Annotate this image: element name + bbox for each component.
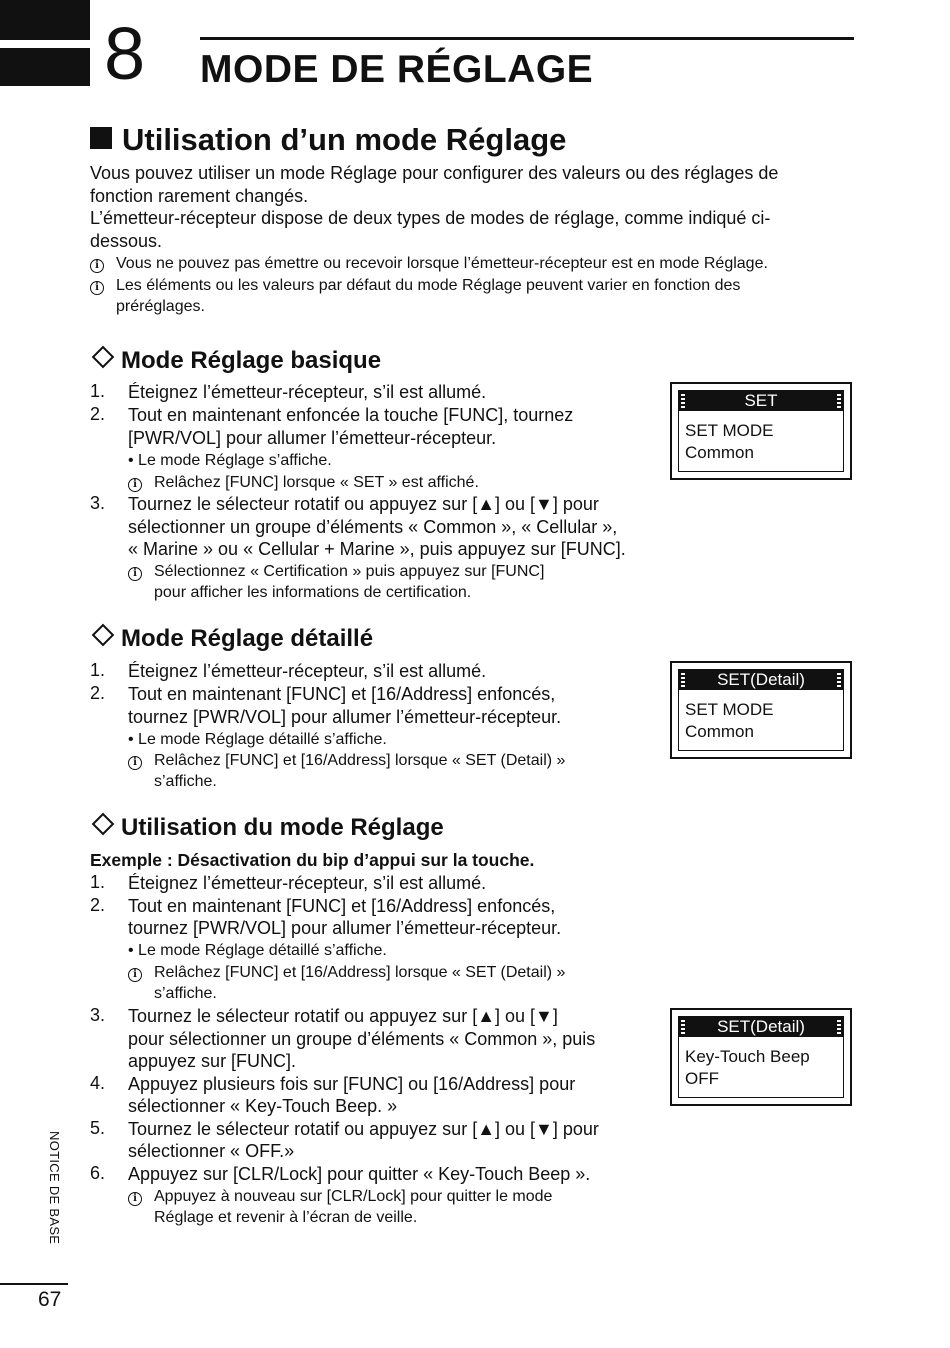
step-text: Éteignez l’émetteur-récepteur, s’il est allumé. <box>128 382 487 402</box>
step-text: appuyez sur [FUNC]. <box>128 1051 297 1071</box>
section-title: Utilisation d’un mode Réglage <box>122 122 567 157</box>
note-text: préréglages. <box>116 298 205 315</box>
section-heading <box>90 120 566 160</box>
diamond-bullet-icon <box>92 346 115 369</box>
step-number: 2. <box>90 895 106 915</box>
step-text: Tout en maintenant [FUNC] et [16/Address] enfoncés, <box>128 896 556 916</box>
step-bullet: • Le mode Réglage s’affiche. <box>128 452 332 469</box>
step-note-text: Relâchez [FUNC] lorsque « SET » est affiché. <box>154 474 479 491</box>
step-text: sélectionner « OFF.» <box>128 1141 295 1161</box>
step-note-text: Réglage et revenir à l’écran de veille. <box>154 1209 418 1226</box>
step-note <box>128 962 142 984</box>
square-bullet-icon <box>90 127 112 149</box>
step-bullet: • Le mode Réglage détaillé s’affiche. <box>128 731 387 748</box>
step-number: 3. <box>90 1005 106 1025</box>
info-icon: i <box>128 1192 142 1206</box>
lcd-header-text: SET(Detail) <box>717 670 805 689</box>
lcd-header <box>679 670 843 690</box>
step-note-text: s’affiche. <box>154 985 217 1002</box>
lcd-display-set <box>670 382 852 480</box>
step-text: Tout en maintenant enfoncée la touche [FUNC], tournez <box>128 405 574 425</box>
step-number: 1. <box>90 660 106 680</box>
step-note <box>128 750 142 772</box>
step-number: 1. <box>90 872 106 892</box>
chapter-rule <box>200 37 854 40</box>
subsection-title: Mode Réglage basique <box>121 347 382 374</box>
signal-bars-icon <box>681 1020 685 1034</box>
step-number: 6. <box>90 1163 106 1183</box>
lcd-header <box>679 391 843 411</box>
intro-line: Vous pouvez utiliser un mode Réglage pour configurer des valeurs ou des réglages de <box>90 163 779 183</box>
step-number: 4. <box>90 1073 106 1093</box>
lcd-header-text: SET <box>744 391 778 410</box>
step-number: 2. <box>90 404 106 424</box>
step-note-text: Relâchez [FUNC] et [16/Address] lorsque « SET (Detail) » <box>154 752 566 769</box>
lcd-line-1: Key-Touch Beep <box>685 1047 810 1066</box>
step-number: 1. <box>90 381 106 401</box>
step-bullet: • Le mode Réglage détaillé s’affiche. <box>128 942 387 959</box>
subsection-title: Mode Réglage détaillé <box>121 625 374 652</box>
step-text: Tournez le sélecteur rotatif ou appuyez sur [▲] ou [▼] pour <box>128 494 599 514</box>
note-text: Vous ne pouvez pas émettre ou recevoir lorsque l’émetteur-récepteur est en mode Réglage. <box>116 255 768 272</box>
chapter-tab-lower <box>0 48 90 86</box>
step-note-text: pour afficher les informations de certification. <box>154 584 472 601</box>
step-number: 5. <box>90 1118 106 1138</box>
signal-bars-icon <box>681 394 685 408</box>
step-text: Éteignez l’émetteur-récepteur, s’il est allumé. <box>128 873 487 893</box>
footer-rule <box>0 1283 68 1285</box>
subsection-heading-basic <box>90 346 381 376</box>
step-text: Éteignez l’émetteur-récepteur, s’il est allumé. <box>128 661 487 681</box>
step-text: tournez [PWR/VOL] pour allumer l’émetteur-récepteur. <box>128 918 562 938</box>
intro-line: fonction rarement changés. <box>90 186 309 206</box>
step-text: pour sélectionner un groupe d’éléments « Common », puis <box>128 1029 596 1049</box>
battery-bars-icon <box>837 394 841 408</box>
note-1 <box>90 253 104 275</box>
step-text: sélectionner un groupe d’éléments « Common », « Cellular », <box>128 517 618 537</box>
intro-line: dessous. <box>90 231 163 251</box>
step-text: Appuyez sur [CLR/Lock] pour quitter « Key-Touch Beep ». <box>128 1164 591 1184</box>
step-text: Tournez le sélecteur rotatif ou appuyez sur [▲] ou [▼] <box>128 1006 558 1026</box>
lcd-display-set-detail <box>670 661 852 759</box>
battery-bars-icon <box>837 1020 841 1034</box>
signal-bars-icon <box>681 673 685 687</box>
chapter-number: 8 <box>104 12 146 95</box>
info-icon: i <box>90 281 104 295</box>
step-text: Tournez le sélecteur rotatif ou appuyez sur [▲] ou [▼] pour <box>128 1119 599 1139</box>
step-text: [PWR/VOL] pour allumer l’émetteur-récepteur. <box>128 428 497 448</box>
lcd-header-text: SET(Detail) <box>717 1017 805 1036</box>
note-2 <box>90 275 104 297</box>
info-icon: i <box>128 756 142 770</box>
side-section-label: NOTICE DE BASE <box>47 1131 62 1245</box>
subsection-heading-detail <box>90 624 373 654</box>
step-note <box>128 472 142 494</box>
step-text: sélectionner « Key-Touch Beep. » <box>128 1096 398 1116</box>
lcd-display-key-touch-beep <box>670 1008 852 1106</box>
lcd-line-2: Common <box>685 722 754 741</box>
note-text: Les éléments ou les valeurs par défaut du mode Réglage peuvent varier en fonction des <box>116 277 741 294</box>
chapter-tab-upper <box>0 0 90 40</box>
subsection-title: Utilisation du mode Réglage <box>121 814 444 841</box>
step-number: 3. <box>90 493 106 513</box>
step-text: Appuyez plusieurs fois sur [FUNC] ou [16/Address] pour <box>128 1074 576 1094</box>
lcd-line-2: Common <box>685 443 754 462</box>
step-note <box>128 561 142 583</box>
step-note-text: Appuyez à nouveau sur [CLR/Lock] pour quitter le mode <box>154 1188 553 1205</box>
diamond-bullet-icon <box>92 624 115 647</box>
step-note <box>128 1186 142 1208</box>
step-note-text: Relâchez [FUNC] et [16/Address] lorsque « SET (Detail) » <box>154 964 566 981</box>
intro-line: L’émetteur-récepteur dispose de deux types de modes de réglage, comme indiqué ci- <box>90 208 771 228</box>
example-caption: Exemple : Désactivation du bip d’appui sur la touche. <box>90 850 535 870</box>
info-icon: i <box>128 567 142 581</box>
battery-bars-icon <box>837 673 841 687</box>
lcd-line-2: OFF <box>685 1069 719 1088</box>
step-note-text: s’affiche. <box>154 773 217 790</box>
lcd-line-1: SET MODE <box>685 421 774 440</box>
step-text: Tout en maintenant [FUNC] et [16/Address] enfoncés, <box>128 684 556 704</box>
subsection-heading-usage <box>90 813 444 843</box>
chapter-title: MODE DE RÉGLAGE <box>200 48 594 91</box>
lcd-header <box>679 1017 843 1037</box>
info-icon: i <box>128 478 142 492</box>
lcd-line-1: SET MODE <box>685 700 774 719</box>
info-icon: i <box>128 968 142 982</box>
step-text: tournez [PWR/VOL] pour allumer l’émetteur-récepteur. <box>128 707 562 727</box>
step-text: « Marine » ou « Cellular + Marine », puis appuyez sur [FUNC]. <box>128 539 626 559</box>
step-number: 2. <box>90 683 106 703</box>
page-number: 67 <box>38 1288 62 1311</box>
info-icon: i <box>90 259 104 273</box>
diamond-bullet-icon <box>92 813 115 836</box>
step-note-text: Sélectionnez « Certification » puis appuyez sur [FUNC] <box>154 563 545 580</box>
